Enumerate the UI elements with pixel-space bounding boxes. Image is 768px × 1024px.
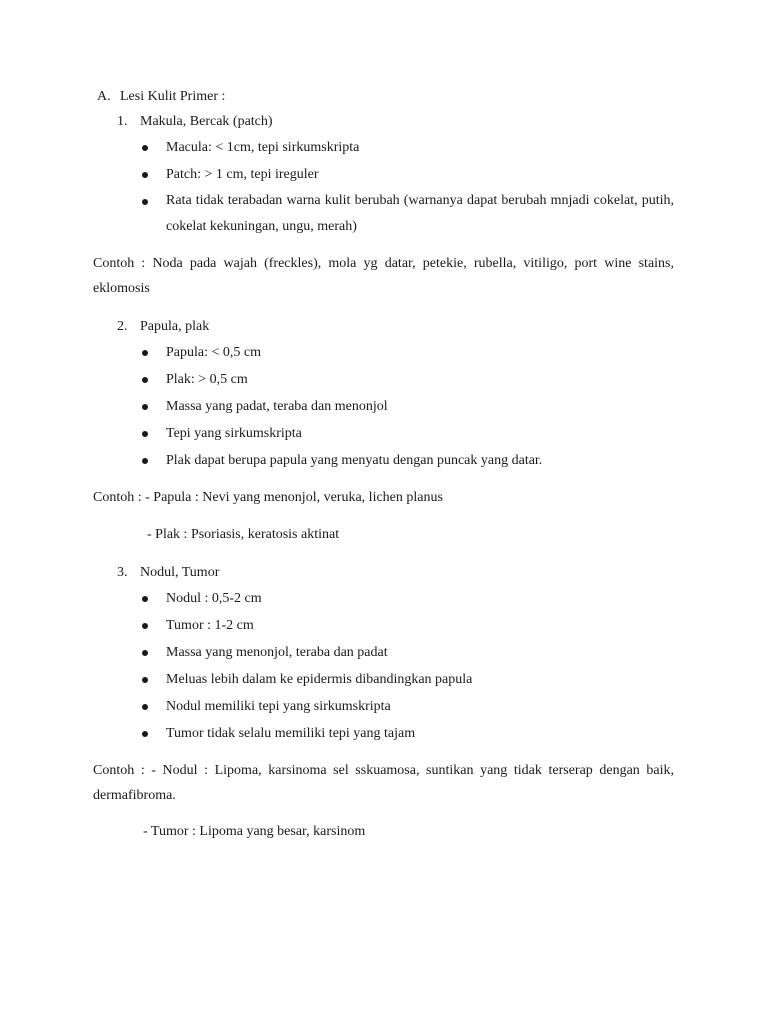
- bullet-icon: [142, 704, 148, 710]
- bullet-icon: [142, 404, 148, 410]
- section-number: 2.: [117, 319, 128, 334]
- example-continuation: - Tumor : Lipoma yang besar, karsinom: [143, 824, 366, 839]
- bullet-icon: [142, 650, 148, 656]
- bullet-item: Nodul : 0,5-2 cm: [166, 591, 262, 606]
- bullet-icon: [142, 677, 148, 683]
- bullet-icon: [142, 731, 148, 737]
- bullet-icon: [142, 377, 148, 383]
- bullet-item: Massa yang menonjol, teraba dan padat: [166, 645, 388, 660]
- section-title: Makula, Bercak (patch): [140, 114, 273, 129]
- bullet-item: Tumor : 1-2 cm: [166, 618, 254, 633]
- bullet-item: Nodul memiliki tepi yang sirkumskripta: [166, 699, 391, 714]
- bullet-icon: [142, 596, 148, 602]
- section-number: 3.: [117, 565, 128, 580]
- bullet-item: Patch: > 1 cm, tepi ireguler: [166, 167, 319, 182]
- bullet-icon: [142, 350, 148, 356]
- bullet-icon: [142, 172, 148, 178]
- example-continuation: - Plak : Psoriasis, keratosis aktinat: [147, 527, 340, 542]
- bullet-item: Papula: < 0,5 cm: [166, 345, 261, 360]
- section-number: 1.: [117, 114, 128, 129]
- bullet-icon: [142, 431, 148, 437]
- bullet-icon: [142, 145, 148, 151]
- heading-title: Lesi Kulit Primer :: [120, 89, 226, 104]
- section-title: Nodul, Tumor: [140, 565, 220, 580]
- bullet-icon: [142, 458, 148, 464]
- bullet-item: Rata tidak terabadan warna kulit berubah (warnanya dapat berubah mnjadi cokelat, putih, cokelat kekuningan, ungu, merah): [166, 193, 674, 234]
- example-paragraph: Contoh : - Papula : Nevi yang menonjol, veruka, lichen planus: [93, 490, 443, 505]
- bullet-item: Massa yang padat, teraba dan menonjol: [166, 399, 388, 414]
- bullet-item: Tepi yang sirkumskripta: [166, 426, 302, 441]
- section-title: Papula, plak: [140, 319, 210, 334]
- bullet-item: Macula: < 1cm, tepi sirkumskripta: [166, 140, 360, 155]
- bullet-icon: [142, 199, 148, 205]
- bullet-item: Meluas lebih dalam ke epidermis dibandingkan papula: [166, 672, 473, 687]
- bullet-icon: [142, 623, 148, 629]
- bullet-item: Plak: > 0,5 cm: [166, 372, 248, 387]
- heading-marker: A.: [97, 89, 111, 104]
- bullet-item: Plak dapat berupa papula yang menyatu dengan puncak yang datar.: [166, 453, 543, 468]
- example-paragraph: Contoh : Noda pada wajah (freckles), mola yg datar, petekie, rubella, vitiligo, port wine stains, eklomosis: [93, 256, 674, 296]
- example-paragraph: Contoh : - Nodul : Lipoma, karsinoma sel sskuamosa, suntikan yang tidak terserap dengan baik, dermafibroma.: [93, 763, 674, 803]
- bullet-item: Tumor tidak selalu memiliki tepi yang tajam: [166, 726, 416, 741]
